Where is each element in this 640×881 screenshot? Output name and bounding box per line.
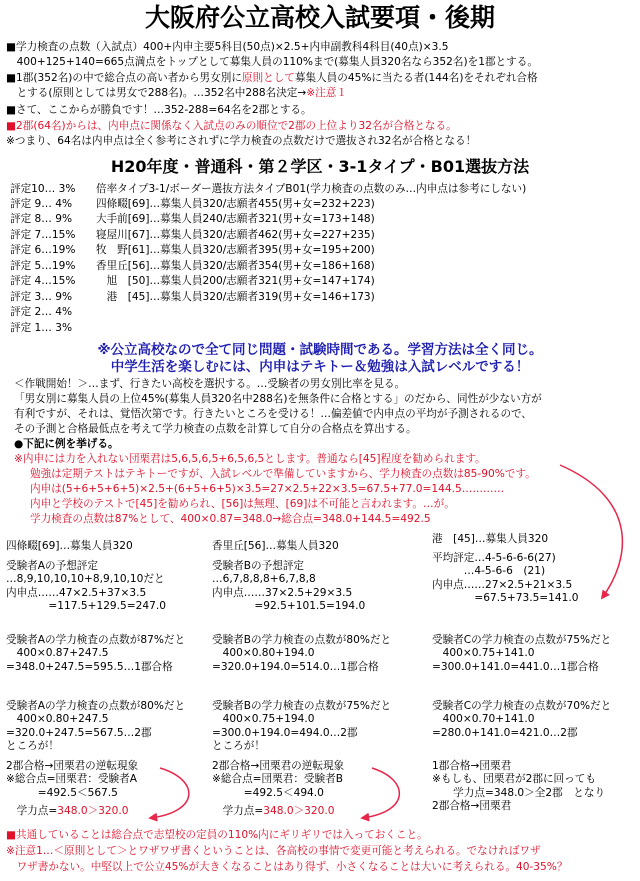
- col-b-prediction: 受験者Bの予想評定 …6,7,8,8,8+6,7,8,8 内申点……37×2.5+29×3.5 =92.5+101.5=194.0: [212, 560, 366, 613]
- arrow-col-a: [150, 768, 189, 818]
- example-line-1: ※内申には力を入れない団栗君は5,6,5,6,5+6,5,6,5とします。普通なら[45]程度を勧められます。: [14, 453, 486, 465]
- intro-line-4: [6, 87, 347, 100]
- arrow-col-b: [362, 768, 399, 818]
- highlight-line-2: 中学生活を楽しむには、内申はテキトー＆勉強は入試レベルでする！: [110, 359, 530, 375]
- example-line-3: 内申は(5+6+5+6+5)×2.5+(6+5+6+5)×3.5=27×2.5+22×3.5=67.5+77.0=144.5…………: [30, 483, 505, 495]
- intro-line-1: ■学力検査の点数（入試点）400+内申主要5科目(50点)×2.5+内申副教科4科目(40点)×3.5: [6, 41, 449, 53]
- intro-line-7: ※つまり、64名は内申点は全く参考にされずに学力検査の点数だけで選抜され32名が合格となる！: [6, 135, 477, 147]
- col-b-result: 2郡合格→団栗君の逆転現象 ※総合点=団栗君：受験者B =492.5＜494.0: [212, 760, 345, 799]
- grade-10: 評定10… 3%: [10, 183, 76, 195]
- intro-line-6: ■2郡(64名)からは、内申点に関係なく入試点のみの順位で2郡の上位より32名が合格となる。: [6, 120, 457, 132]
- strategy-line-5: ●下記に例を挙げる。: [14, 438, 119, 450]
- grade-1: 評定 1… 3%: [10, 322, 73, 334]
- grade-9: 評定 9… 4%: [10, 198, 73, 210]
- footer-line-3: ワザ書かない。中堅以上で公立45%が大きくなることはあり得ず、小さくなることは大いに考えられる。40-35%？: [6, 861, 568, 873]
- highlight-line-1: ※公立高校なので全て同じ問題・試験時間である。学習方法は全く同じ。: [97, 342, 543, 358]
- strategy-line-1: ＜作戦開始！＞…まず、行きたい高校を選択する。…受験者の男女別比率を見る。: [14, 378, 406, 390]
- col-a-header: 四條畷[69]…募集人員320: [6, 540, 133, 552]
- school-korigaoka: 香里丘[56]…募集人員320/志願者354(男+女=186+168): [96, 260, 375, 272]
- col-b-score: [212, 805, 335, 818]
- intro-line-3-b: 募集人員の45%に当たる者(144名)をそれぞれ合格: [294, 72, 538, 84]
- footer-line-2: ※注意1…＜原則として＞とワザワザ書くということは、各高校の事情で変更可能と考えられる。でなければワザ: [6, 845, 541, 857]
- grade-8: 評定 8… 9%: [10, 213, 73, 225]
- school-neyagawa: 寝屋川[67]…募集人員320/志願者462(男+女=227+235): [96, 229, 375, 241]
- col-a-case1: 受験者Aの学力検査の点数が87%だと 400×0.87+247.5 =348.0+247.5=595.5…1郡合格: [6, 634, 186, 673]
- strategy-line-2: 「男女別に募集人員の上位45%(募集人員320名中288名)を無条件に合格とする」のだから、同性が少ない方が: [14, 393, 542, 405]
- example-line-4: 内申と学校のテストで[45]を勧められ、[56]は無理、[69]は不可能と言われます。…が。: [30, 498, 455, 510]
- col-a-score: [6, 805, 129, 818]
- school-asahi: 旭 [50]…募集人員200/志願者321(男+女=147+174): [96, 275, 375, 287]
- school-header: 倍率タイプ3-1/ボーダー選抜方法タイプB01(学力検査の点数のみ…内申点は参考にしない): [96, 183, 527, 195]
- school-makino: 牧 野[61]…募集人員320/志願者395(男+女=195+200): [96, 244, 375, 256]
- col-b-score-label: 学力点=: [212, 805, 264, 817]
- intro-line-3: [6, 72, 538, 85]
- intro-line-4-a: とする(原則としては男女で288名)。…352名中288名決定→: [6, 87, 307, 99]
- intro-line-2: 400+125+140=665点満点をトップとして募集人員の110%まで(募集人員320名なら352名)を1郡とする。: [6, 56, 538, 68]
- intro-red-principle: 原則として: [241, 72, 295, 84]
- grade-7: 評定 7…15%: [10, 229, 76, 241]
- section-subtitle: H20年度・普通科・第２学区・3-1タイプ・B01選抜方法: [110, 157, 530, 176]
- intro-line-3-a: ■1郡(352名)の中で総合点の高い者から男女別に: [6, 72, 242, 84]
- example-line-2: 勉強は定期テストはテキトーですが、入試レベルで準備していますから、学力検査の点数は85-90%です。: [30, 468, 536, 480]
- intro-note-ref: ※注意１: [306, 87, 347, 99]
- school-otemae: 大手前[69]…募集人員240/志願者321(男+女=173+148): [96, 213, 375, 225]
- example-line-5: 学力検査の点数は87%として、400×0.87=348.0→総合点=348.0+144.5=492.5: [30, 513, 431, 525]
- col-a-prediction: 受験者Aの予想評定 …8,9,10,10,10+8,9,10,10だと 内申点……47×2.5+37×3.5 =117.5+129.5=247.0: [6, 560, 166, 613]
- strategy-line-4: その予測と合格最低点を考えて学力検査の点数を計算して自分の合格点を算出する。: [14, 423, 417, 435]
- col-b-header: 香里丘[56]…募集人員320: [212, 540, 339, 552]
- grade-4: 評定 4…15%: [10, 275, 76, 287]
- col-a-score-label: 学力点=: [6, 805, 58, 817]
- grade-3: 評定 3… 9%: [10, 291, 73, 303]
- col-b-score-value: 348.0＞320.0: [263, 805, 335, 817]
- intro-line-5: ■さて、ここからが勝負です！…352-288=64名を2郡とする。: [6, 104, 312, 116]
- col-b-case2: 受験者Bの学力検査の点数が75%だと 400×0.75+194.0 =300.0+194.0=494.0…2郡 ところが！: [212, 700, 392, 753]
- col-c-case2: 受験者Cの学力検査の点数が70%だと 400×0.70+141.0 =280.0+141.0=421.0…2郡: [432, 700, 612, 739]
- strategy-line-3: 有利ですが、それは、覚悟次第です。行きたいところを受ける！…偏差値で内申点の平均が予測されるので、: [14, 408, 533, 420]
- page-title: 大阪府公立高校入試要項・後期: [144, 3, 495, 32]
- col-a-case2: 受験者Aの学力検査の点数が80%だと 400×0.80+247.5 =320.0+247.5=567.5…2郡 ところが！: [6, 700, 186, 753]
- col-c-case1: 受験者Cの学力検査の点数が75%だと 400×0.75+141.0 =300.0+141.0=441.0…1郡合格: [432, 634, 612, 673]
- col-a-result: 2郡合格→団栗君の逆転現象 ※総合点=団栗君：受験者A =492.5＜567.5: [6, 760, 139, 799]
- col-a-score-value: 348.0＞320.0: [57, 805, 129, 817]
- col-c-result: 1郡合格→団栗君 ※もしも、団栗君が2郡に回っても 学力点=348.0＞全2郡 となり 2郡合格→団栗君: [432, 760, 606, 813]
- school-minato: 港 [45]…募集人員320/志願者319(男+女=146+173): [96, 291, 375, 303]
- grade-5: 評定 5…19%: [10, 260, 76, 272]
- col-b-case1: 受験者Bの学力検査の点数が80%だと 400×0.80+194.0 =320.0+194.0=514.0…1郡合格: [212, 634, 392, 673]
- grade-2: 評定 2… 4%: [10, 306, 73, 318]
- school-shijonawate: 四條畷[69]…募集人員320/志願者455(男+女=232+223): [96, 198, 375, 210]
- col-c-prediction: 平均評定…4-5-6-6-6(27) …4-5-6-6 (21) 内申点……27×2.5+21×3.5 =67.5+73.5=141.0: [432, 552, 579, 605]
- col-c-header: 港 [45]…募集人員320: [432, 533, 549, 545]
- grade-6: 評定 6…19%: [10, 244, 76, 256]
- footer-line-1: ■共通していることは総合点で志望校の定員の110%内にギリギリでは入っておくこと。: [6, 829, 428, 841]
